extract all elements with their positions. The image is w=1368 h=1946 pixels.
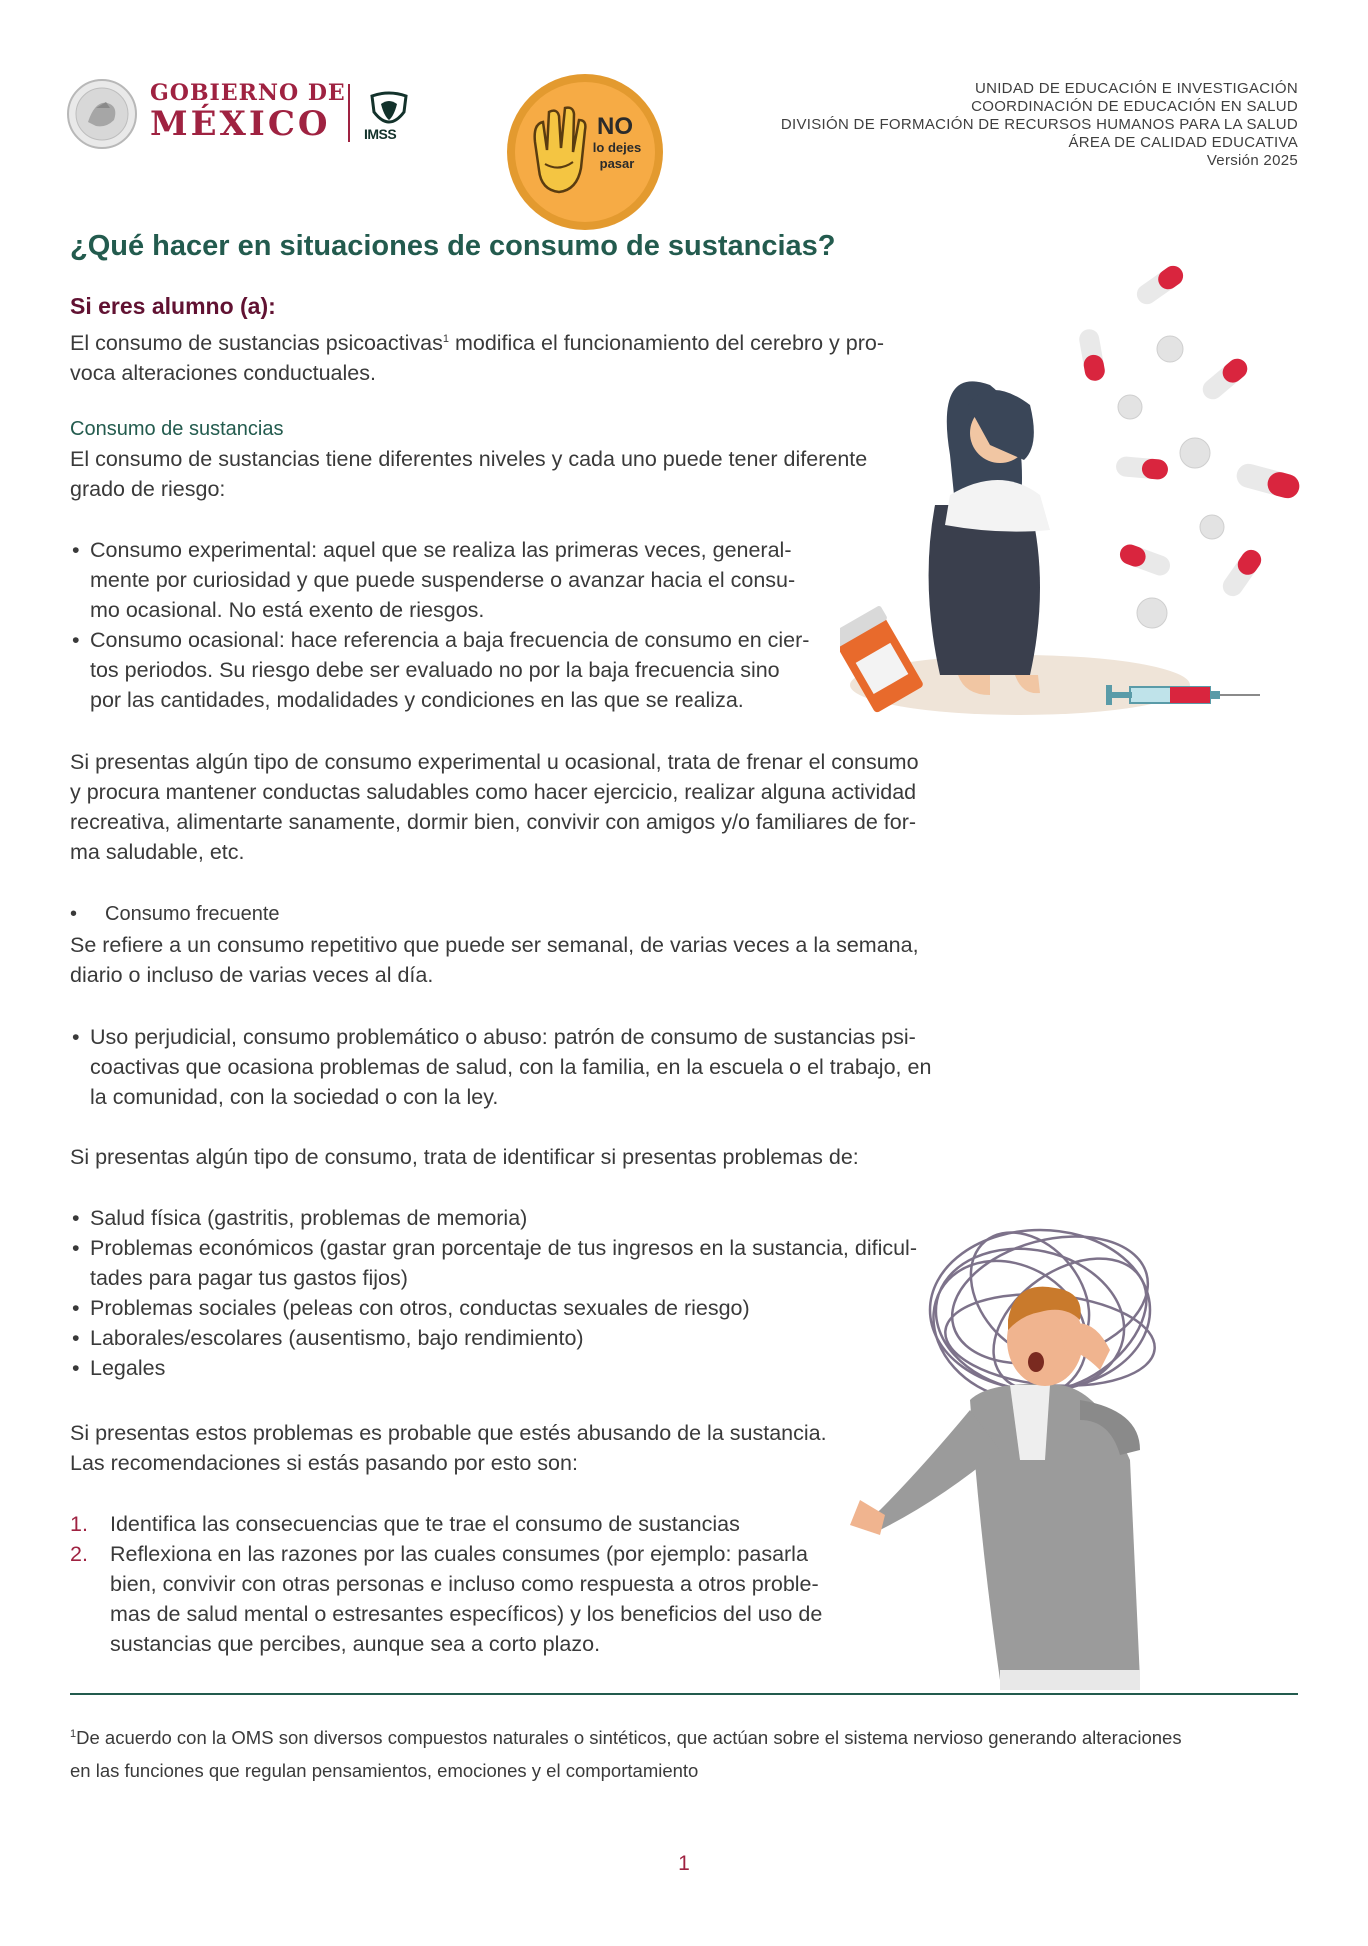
capsule-icon <box>1219 546 1265 600</box>
footnote-number: 1 <box>70 1728 77 1740</box>
consumo-intro <box>70 444 930 504</box>
list-item-line: • Problemas sociales (peleas con otros, conductas sexuales de riesgo) <box>90 1296 750 1320</box>
list-item-line: sustancias que percibes, aunque sea a corto plazo. <box>110 1632 601 1656</box>
open-hand <box>850 1500 885 1535</box>
footnote <box>70 1718 1310 1787</box>
intro-text-line2: voca alteraciones conductuales. <box>70 361 376 386</box>
section-heading-student: Si eres alumno (a): <box>70 293 276 319</box>
frecuente-description <box>70 930 990 990</box>
header-line: UNIDAD DE EDUCACIÓN E INVESTIGACIÓN <box>974 80 1298 97</box>
recomendaciones-line: Si presentas estos problemas es probable que estés abusando de la sustancia. <box>70 1421 827 1445</box>
no-lo-dejes-pasar-badge <box>505 72 665 232</box>
list-item-line: • Uso perjudicial, consumo problemático o abuso: patrón de consumo de sustancias psi- <box>90 1025 916 1049</box>
tablet-icon <box>1200 515 1224 539</box>
version-label: Versión 2025 <box>1206 152 1298 169</box>
list-item-line: coactivas que ocasiona problemas de salud, con la familia, en la escuela o el trabajo, en <box>90 1055 932 1079</box>
recomendaciones-line: Las recomendaciones si estás pasando por esto son: <box>70 1451 578 1475</box>
advice-paragraph <box>70 747 990 867</box>
capsule-icon <box>1117 542 1173 579</box>
list-item-line: tades para pagar tus gastos fijos) <box>90 1266 408 1290</box>
badge-no-text: NO <box>597 113 633 140</box>
footnote-divider <box>70 1693 1298 1695</box>
capsule-icon <box>1133 262 1187 308</box>
advice-line: Si presentas algún tipo de consumo experimental u ocasional, trata de frenar el consumo <box>70 750 919 774</box>
footnote-line: en las funciones que regulan pensamientos, emociones y el comportamiento <box>70 1760 699 1782</box>
sitting-person <box>929 381 1050 695</box>
subheading-consumo: Consumo de sustancias <box>70 418 284 440</box>
national-seal-icon <box>66 78 138 150</box>
page-title: ¿Qué hacer en situaciones de consumo de sustancias? <box>70 230 836 262</box>
frecuente-line: Se refiere a un consumo repetitivo que puede ser semanal, de varias veces a la semana, <box>70 933 919 957</box>
list-item-line: Identifica las consecuencias que te trae el consumo de sustancias <box>110 1512 740 1536</box>
capsule-icon <box>1115 456 1169 480</box>
list-item <box>70 1022 990 1112</box>
header-line: DIVISIÓN DE FORMACIÓN DE RECURSOS HUMANOS PARA LA SALUD <box>780 116 1298 133</box>
list-item-line: • Laborales/escolares (ausentismo, bajo rendimiento) <box>90 1326 584 1350</box>
list-item-line: por las cantidades, modalidades y condiciones en las que se realiza. <box>90 688 744 712</box>
header-line: ÁREA DE CALIDAD EDUCATIVA <box>1068 134 1298 151</box>
list-number: 1. <box>70 1512 88 1536</box>
list-item-line: • Consumo ocasional: hace referencia a baja frecuencia de consumo en cier- <box>90 628 810 652</box>
consumo-intro-line: El consumo de sustancias tiene diferentes niveles y cada uno puede tener diferente <box>70 447 868 471</box>
student-intro <box>70 324 920 388</box>
list-item-line: • Salud física (gastritis, problemas de memoria) <box>90 1206 528 1230</box>
syringe-icon <box>1106 685 1260 705</box>
imss-label: IMSS <box>364 126 397 142</box>
list-item-line: tos periodos. Su riesgo debe ser evaluado no por la baja frecuencia sino <box>90 658 780 682</box>
frecuente-label: Consumo frecuente <box>105 903 280 925</box>
problemas-intro: Si presentas algún tipo de consumo, trata de identificar si presentas problemas de: <box>70 1145 859 1169</box>
sad-person-pills-illustration <box>840 255 1300 725</box>
mexico-text: MÉXICO <box>150 104 331 144</box>
list-number: 2. <box>70 1542 88 1566</box>
tablet-icon <box>1118 395 1142 419</box>
list-item-line: la comunidad, con la sociedad o con la ley. <box>90 1085 499 1109</box>
tablet-icon <box>1137 598 1167 628</box>
list-item-line: • Problemas económicos (gastar gran porcentaje de tus ingresos en la sustancia, dificul- <box>90 1236 917 1260</box>
intro-text: El consumo de sustancias psicoactivas <box>70 331 443 356</box>
institution-header <box>781 80 1298 170</box>
tablet-icon <box>1157 336 1183 362</box>
intro-text-cont: modifica el funcionamiento del cerebro y pro- <box>448 331 884 356</box>
capsule-icon <box>1199 355 1252 404</box>
advice-line: y procura mantener conductas saludables como hacer ejercicio, realizar alguna actividad <box>70 780 917 804</box>
header-line: COORDINACIÓN DE EDUCACIÓN EN SALUD <box>971 98 1298 115</box>
list-item <box>70 1539 890 1659</box>
consumo-intro-line: grado de riesgo: <box>70 477 226 501</box>
list-item-line: mas de salud mental o estresantes específicos) y los beneficios del uso de <box>110 1602 823 1626</box>
frecuente-heading <box>70 903 280 926</box>
list-item-line: mo ocasional. No está exento de riesgos. <box>90 598 485 622</box>
recomendaciones-list <box>70 1509 890 1659</box>
list-item-line: Reflexiona en las razones por las cuales consumes (por ejemplo: pasarla <box>110 1542 808 1566</box>
list-item-line: • Consumo experimental: aquel que se realiza las primeras veces, general- <box>90 538 792 562</box>
gobierno-mexico-logo <box>66 78 397 148</box>
list-item-line: bien, convivir con otras personas e incluso como respuesta a otros proble- <box>110 1572 819 1596</box>
list-item <box>70 535 870 625</box>
badge-lo-dejes-text: lo dejes <box>592 140 642 155</box>
list-item <box>70 1509 890 1539</box>
capsule-icon <box>1078 328 1107 383</box>
stressed-man-illustration <box>840 1200 1300 1690</box>
consumo-levels-list <box>70 535 870 715</box>
frecuente-line: diario o incluso de varias veces al día. <box>70 963 434 987</box>
advice-line: recreativa, alimentarte sanamente, dormir bien, convivir con amigos y/o familiares de for- <box>70 810 917 834</box>
list-item <box>70 625 870 715</box>
list-item-line: mente por curiosidad y que puede suspenderse o avanzar hacia el consu- <box>90 568 796 592</box>
list-item-line: • Legales <box>90 1356 166 1380</box>
recomendaciones-intro <box>70 1418 970 1478</box>
badge-pasar-text: pasar <box>599 156 635 171</box>
perjudicial-list <box>70 1022 990 1112</box>
bullet: • <box>70 903 78 925</box>
gobierno-text: GOBIERNO DE <box>150 80 346 106</box>
open-mouth <box>1028 1352 1044 1372</box>
logo-divider <box>348 84 350 142</box>
page-number: 1 <box>678 1852 690 1875</box>
capsule-icon <box>1234 461 1300 501</box>
tablet-icon <box>1180 438 1210 468</box>
advice-line: ma saludable, etc. <box>70 840 245 864</box>
footnote-line: De acuerdo con la OMS son diversos compuestos naturales o sintéticos, que actúan sobre el sistema nervioso generando alteraciones <box>76 1727 1182 1749</box>
footnote-ref: 1 <box>442 333 449 345</box>
